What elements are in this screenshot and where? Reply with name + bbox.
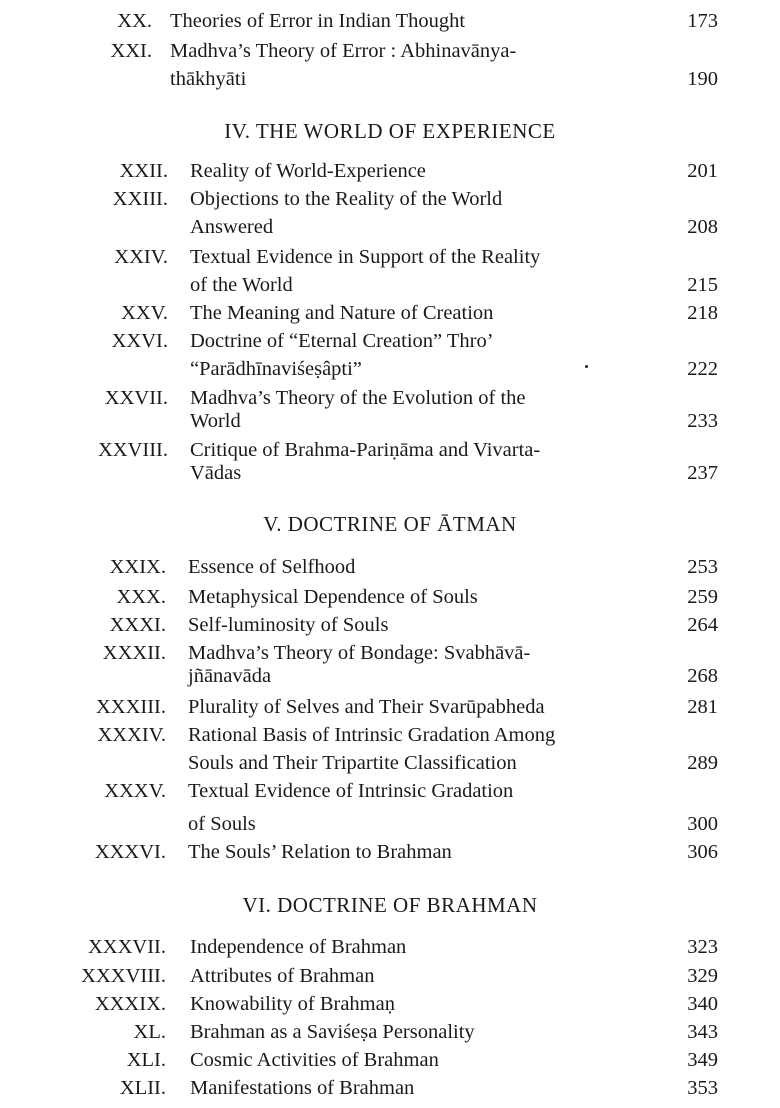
chapter-title: Theories of Error in Indian Thought <box>170 10 466 32</box>
chapter-numeral: XXXV. <box>104 780 166 802</box>
page-number: 289 <box>687 752 718 774</box>
page-number: 253 <box>687 556 718 578</box>
chapter-title: Doctrine of “Eternal Creation” Thro’ <box>190 330 494 352</box>
page-number: 349 <box>687 1049 718 1071</box>
chapter-numeral: XLII. <box>119 1077 166 1099</box>
chapter-numeral: XXIX. <box>109 556 166 578</box>
chapter-title: Metaphysical Dependence of Souls <box>188 586 478 608</box>
page-number: 222 <box>687 358 718 380</box>
page-number: 306 <box>687 841 718 863</box>
chapter-numeral: XXV. <box>121 302 168 324</box>
chapter-title: “Parādhīnaviśeṣâpti” <box>190 358 362 380</box>
chapter-title: thākhyāti <box>170 68 247 90</box>
chapter-title: Attributes of Brahman <box>190 965 375 987</box>
chapter-numeral: XXII. <box>119 160 168 182</box>
chapter-title: Critique of Brahma-Pariṇāma and Vivarta- <box>190 439 541 461</box>
chapter-numeral: XXXIV. <box>97 724 166 746</box>
chapter-numeral: XXXII. <box>102 642 166 664</box>
chapter-title: Vādas <box>190 462 242 484</box>
chapter-numeral: XXVI. <box>111 330 168 352</box>
chapter-title: Rational Basis of Intrinsic Gradation Among <box>188 724 556 746</box>
chapter-numeral: XXXVII. <box>88 936 166 958</box>
chapter-title: Objections to the Reality of the World <box>190 188 503 210</box>
page-number: 215 <box>687 274 718 296</box>
chapter-title: Cosmic Activities of Brahman <box>190 1049 439 1071</box>
page-number: 190 <box>687 68 718 90</box>
chapter-title: Madhva’s Theory of the Evolution of the <box>190 387 526 409</box>
chapter-numeral: XXX. <box>116 586 166 608</box>
chapter-title: Souls and Their Tripartite Classification <box>188 752 517 774</box>
chapter-title: Madhva’s Theory of Error : Abhinavānya- <box>170 40 517 62</box>
page-number: 173 <box>687 10 718 32</box>
chapter-title: The Meaning and Nature of Creation <box>190 302 494 324</box>
chapter-title: World <box>190 410 241 432</box>
page-number: 300 <box>687 813 718 835</box>
section-heading: VI. DOCTRINE OF BRAHMAN <box>242 893 538 917</box>
chapter-numeral: XX. <box>117 10 152 32</box>
stray-print-dot <box>585 365 588 368</box>
chapter-title: Textual Evidence of Intrinsic Gradation <box>188 780 514 802</box>
chapter-title: of Souls <box>188 813 256 835</box>
page-number: 343 <box>687 1021 718 1043</box>
chapter-numeral: XL. <box>133 1021 166 1043</box>
chapter-numeral: XXXVI. <box>94 841 166 863</box>
chapter-numeral: XXI. <box>110 40 152 62</box>
chapter-title: Answered <box>190 216 274 238</box>
section-heading: IV. THE WORLD OF EXPERIENCE <box>224 119 556 143</box>
chapter-title: Self-luminosity of Souls <box>188 614 389 636</box>
page-number: 259 <box>687 586 718 608</box>
page-number: 208 <box>687 216 718 238</box>
chapter-title: Reality of World-Experience <box>190 160 426 182</box>
page-number: 281 <box>687 696 718 718</box>
page-number: 268 <box>687 665 718 687</box>
section-heading: V. DOCTRINE OF ĀTMAN <box>263 512 517 536</box>
page-number: 353 <box>687 1077 718 1099</box>
page-number: 323 <box>687 936 718 958</box>
page-number: 218 <box>687 302 718 324</box>
chapter-title: Independence of Brahman <box>190 936 407 958</box>
chapter-numeral: XXXIX. <box>94 993 166 1015</box>
page-number: 329 <box>687 965 718 987</box>
chapter-title: Essence of Selfhood <box>188 556 356 578</box>
chapter-numeral: XXXVIII. <box>81 965 166 987</box>
chapter-numeral: XXVII. <box>104 387 168 409</box>
chapter-numeral: XXIV. <box>114 246 168 268</box>
chapter-title: Brahman as a Saviśeṣa Personality <box>190 1021 475 1043</box>
chapter-title: Manifestations of Brahman <box>190 1077 415 1099</box>
page-number: 340 <box>687 993 718 1015</box>
chapter-title: Textual Evidence in Support of the Reality <box>190 246 541 268</box>
chapter-title: Plurality of Selves and Their Svarūpabheda <box>188 696 545 718</box>
chapter-numeral: XXVIII. <box>97 439 168 461</box>
chapter-title: of the World <box>190 274 293 296</box>
chapter-title: Knowability of Brahmaṇ <box>190 993 395 1015</box>
page-number: 201 <box>687 160 718 182</box>
chapter-numeral: XXIII. <box>112 188 168 210</box>
page-number: 237 <box>687 462 718 484</box>
chapter-title: The Souls’ Relation to Brahman <box>188 841 452 863</box>
chapter-title: jñānavāda <box>188 665 272 687</box>
chapter-numeral: XXXI. <box>109 614 166 636</box>
chapter-title: Madhva’s Theory of Bondage: Svabhāvā- <box>188 642 531 664</box>
page-number: 233 <box>687 410 718 432</box>
chapter-numeral: XLI. <box>126 1049 166 1071</box>
chapter-numeral: XXXIII. <box>95 696 166 718</box>
page-number: 264 <box>687 614 718 636</box>
